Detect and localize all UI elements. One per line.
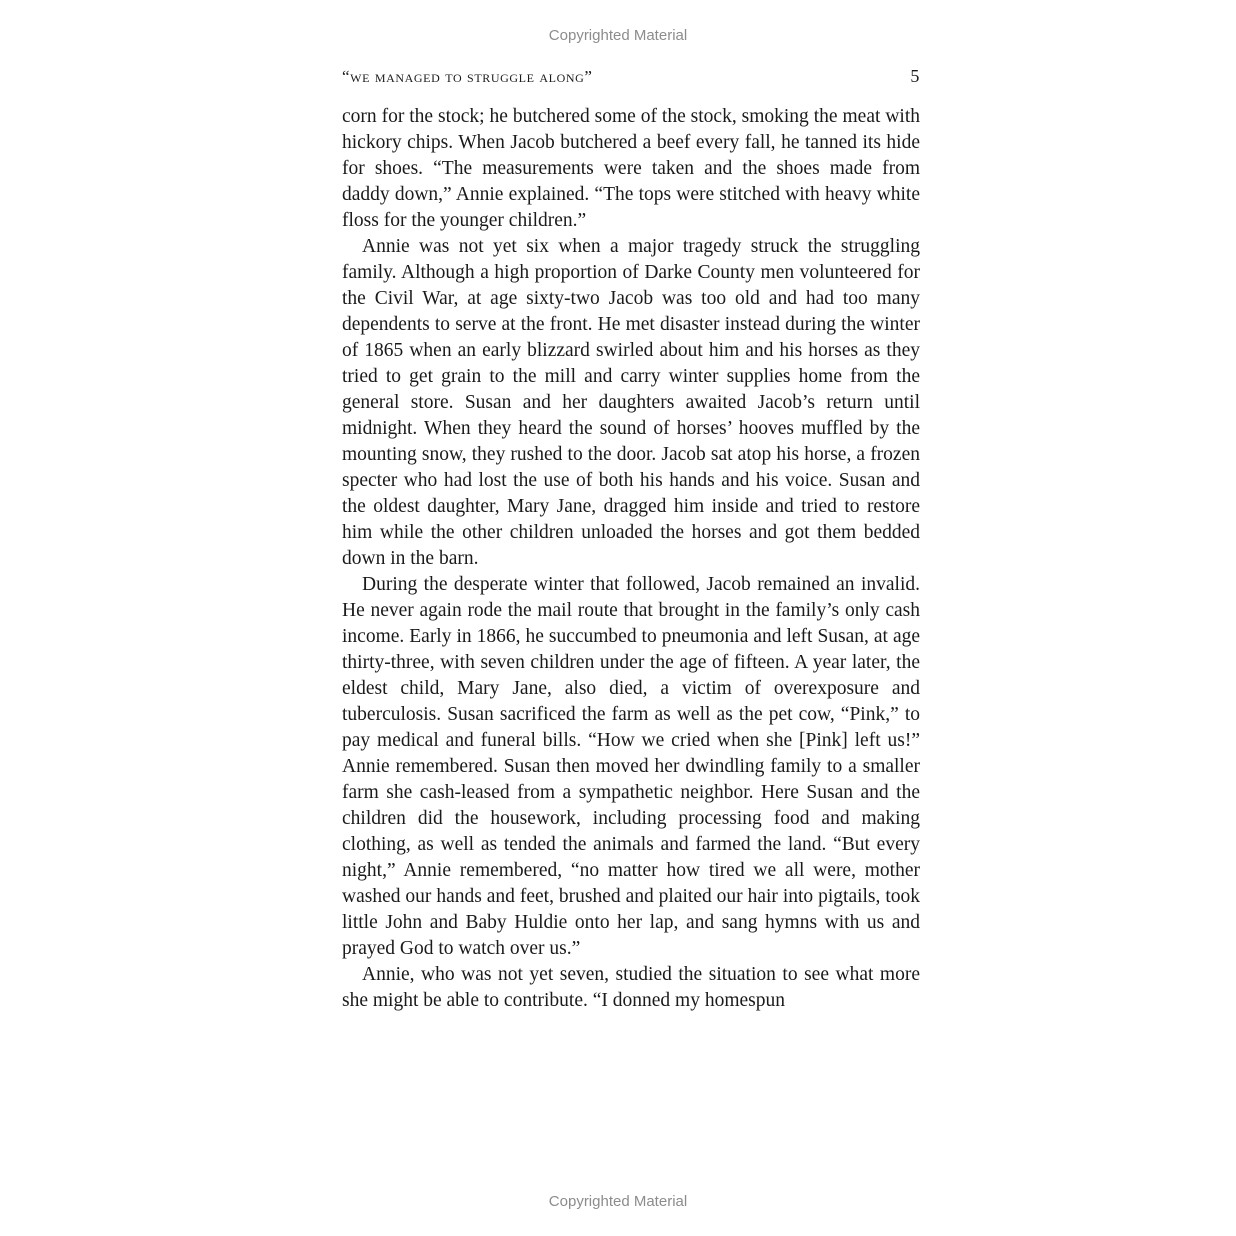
running-title: “we managed to struggle along” [342,67,593,86]
paragraph: Annie was not yet six when a major tragedy struck the struggling family. Although a high proportion of Darke County men volunteered for the Civil War, at age sixty-two Jacob was too old and had too many dependents to serve at the front. He met disaster instead during the winter of 1865 when an early blizzard swirled about him and his horses as they tried to get grain to the mill and carry winter supplies home from the general store. Susan and her daughters awaited Jacob’s return until midnight. When they heard the sound of horses’ hooves muffled by the mounting snow, they rushed to the door. Jacob sat atop his horse, a frozen specter who had lost the use of both his hands and his voice. Susan and the oldest daughter, Mary Jane, dragged him inside and tried to restore him while the other children unloaded the horses and got them bedded down in the barn. [342,236,920,569]
book-page [342,66,920,1014]
body-text [342,104,920,1014]
paragraph: Annie, who was not yet seven, studied the situation to see what more she might be able to contribute. “I donned my homespun [342,964,920,1011]
copyright-watermark-bottom: Copyrighted Material [548,1193,688,1210]
paragraph: During the desperate winter that followed, Jacob remained an invalid. He never again rode the mail route that brought in the family’s only cash income. Early in 1866, he succumbed to pneumonia and left Susan, at age thirty-three, with seven children under the age of fifteen. A year later, the eldest child, Mary Jane, also died, a victim of overexposure and tuberculosis. Susan sacrificed the farm as well as the pet cow, “Pink,” to pay medical and funeral bills. “How we cried when she [Pink] left us!” Annie remembered. Susan then moved her dwindling family to a smaller farm she cash-leased from a sympathetic neighbor. Here Susan and the children did the housework, including processing food and making clothing, as well as tended the animals and farmed the land. “But every night,” Annie remembered, “no matter how tired we all were, mother washed our hands and feet, brushed and plaited our hair into pigtails, took little John and Baby Huldie onto her lap, and sang hymns with us and prayed God to watch over us.” [342,574,920,959]
paragraph: corn for the stock; he butchered some of the stock, smoking the meat with hickory chips. When Jacob butchered a beef every fall, he tanned its hide for shoes. “The measurements were taken and the shoes made from daddy down,” Annie explained. “The tops were stitched with heavy white floss for the younger children.” [342,106,920,231]
copyright-watermark-top: Copyrighted Material [548,27,688,44]
running-header [342,66,920,104]
page-number: 5 [910,66,920,86]
